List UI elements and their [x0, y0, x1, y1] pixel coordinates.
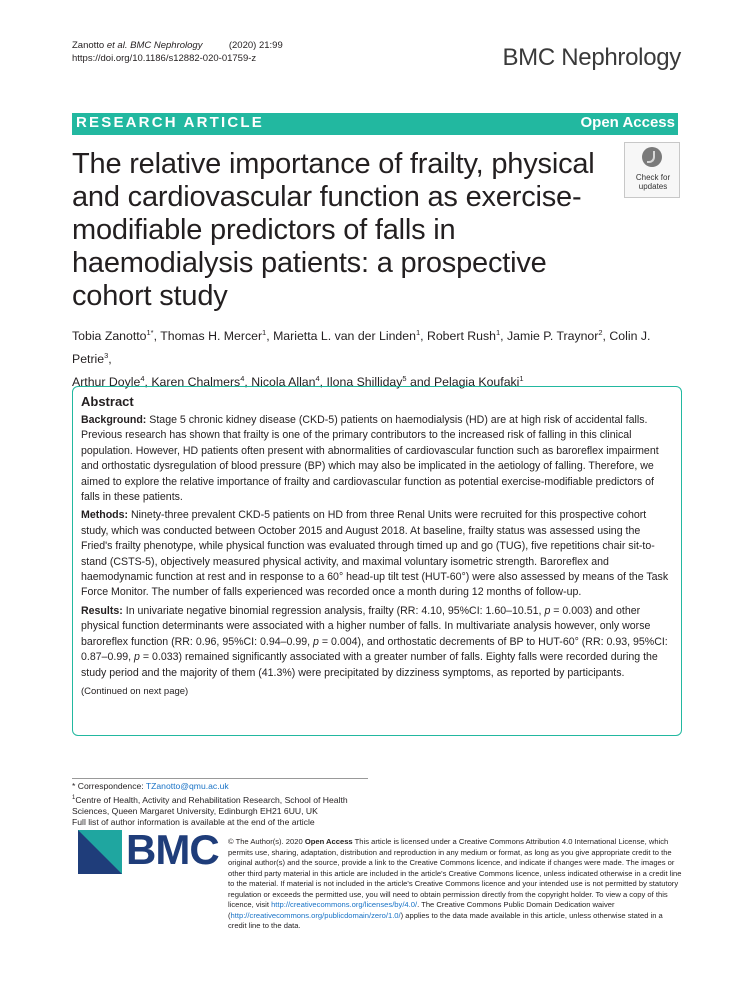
- author[interactable]: Karen Chalmers$^4$: [151, 374, 245, 390]
- author[interactable]: Ilona Shilliday$^5$: [326, 374, 407, 390]
- citation-line: [72, 40, 283, 53]
- bmc-logo-text: BMC: [126, 826, 219, 873]
- citation-doi[interactable]: https://doi.org/10.1186/s12882-020-01759-z: [72, 52, 257, 64]
- continued-note: (Continued on next page): [81, 685, 189, 697]
- author[interactable]: Arthur Doyle$^4$: [72, 374, 145, 390]
- check-updates-line2: updates: [638, 182, 668, 191]
- author[interactable]: Tobia Zanotto$^{1*}$: [72, 328, 154, 344]
- author[interactable]: Thomas H. Mercer$^1$: [160, 328, 267, 344]
- citation-header: [72, 40, 283, 65]
- check-updates-icon: [642, 147, 662, 167]
- abstract-box: [72, 386, 682, 736]
- check-for-updates-badge[interactable]: [624, 142, 680, 198]
- author[interactable]: Jamie P. Traynor$^2$: [507, 328, 603, 344]
- full-author-info-note: Full list of author information is available at the end of the article: [72, 817, 315, 828]
- abstract-heading: Abstract: [81, 394, 134, 409]
- abstract-background: Background: Stage 5 chronic kidney disease (CKD-5) patients on haemodialysis (HD) are at high risk of accidental falls. Previous research has shown that frailty is one of the primary contributors to the increased risk of falling in this clinical population. However, HD patients often present with abnormalities of cardiovascular function such as baroreflex impairment and orthostatic dysregulation of blood pressure (BP) which may also be implicated in the aetiology of falling. Therefore, we aimed to explore the relative importance of frailty and cardiovascular function as potential exercise-modifiable predictors of falls in these patients.: [81, 414, 659, 504]
- author[interactable]: Robert Rush$^1$: [426, 328, 501, 344]
- affiliation-1: $^1$Centre of Health, Activity and Rehabilitation Research, School of Health Sciences, Queen Margaret University, Edinburgh EH21 6UU, UK: [72, 794, 348, 816]
- footnote-divider: [72, 778, 368, 779]
- cc-zero-link[interactable]: http://creativecommons.org/publicdomain/zero/1.0/: [230, 910, 401, 920]
- abstract-results: Results: In univariate negative binomial regression analysis, frailty (RR: 4.10, 95%CI: 1.60–10.51, p = 0.003) and other physical function determinants were associated with a higher number of falls. In multivariate analysis however, only worse baroreflex function (RR: 0.96, 95%CI: 0.94–0.99, p = 0.004), and orthostatic decrements of BP to HUT-60° (RR: 0.93, 95%CI: 0.87–0.99, p = 0.033) remained significantly associated with a greater number of falls. Eighty falls were recorded during the study period and the majority of them (41.3%) were precipitated by dizziness symptoms, as reported by participants.: [81, 604, 668, 679]
- article-type: RESEARCH ARTICLE: [76, 114, 264, 131]
- open-access-label: Open Access: [580, 114, 675, 131]
- abstract-methods: Methods: Ninety-three prevalent CKD-5 patients on HD from three Renal Units were recruited for this prospective cohort study, which was conducted between October 2015 and August 2018. At baseline, frailty status was assessed using the Fried's frailty phenotype, while physical function was evaluated through timed up and go (TUG), five repetitions chair sit-to-stand (CSTS-5), objectively measured physical activity, and maximal voluntary isometric strength. Baroreflex and haemodynamic function at rest and in response to a 60° head-up tilt test (HUT-60°) were also assessed by means of the Task Force Monitor. The number of falls experienced was recorded once a month during 12 months of follow-up.: [81, 509, 669, 599]
- check-updates-line1: Check for: [635, 173, 671, 182]
- author[interactable]: Marietta L. van der Linden$^1$: [273, 328, 421, 344]
- author[interactable]: Pelagia Koufaki$^1$: [433, 374, 524, 390]
- cc-by-license-link[interactable]: http://creativecommons.org/licenses/by/4.0/: [271, 900, 418, 909]
- license-statement: © The Author(s). 2020 Open Access This article is licensed under a Creative Commons Attribution 4.0 International License, which permits use, sharing, adaptation, distribution and reproduction in any medium or format, as long as you give appropriate credit to the original author(s) and the source, provide a link to the Creative Commons licence, and indicate if changes were made. The images or other third party material in this article are included in the article's Creative Commons licence, unless indicated otherwise in a credit line to the material. If material is not included in the article's Creative Commons licence and your intended use is not permitted by statutory regulation or exceeds the permitted use, you will need to obtain permission directly from the copyright holder. To view a copy of this licence, visit http://creativecommons.org/licenses/by/4.0/. The Creative Commons Public Domain Dedication waiver (http://creativecommons.org/publicdomain/zero/1.0/) applies to the data made available in this article, unless otherwise stated in a credit line to the data.: [228, 837, 682, 930]
- article-type-banner: [72, 113, 678, 135]
- author[interactable]: Colin J. Petrie$^3$: [72, 329, 651, 367]
- citation-year-volume: (2020) 21:99: [228, 40, 283, 51]
- correspondence-email[interactable]: TZanotto@qmu.ac.uk: [145, 781, 229, 791]
- journal-name: BMC Nephrology: [502, 44, 681, 71]
- citation-etal-journal: et al. BMC Nephrology: [106, 40, 203, 51]
- correspondence: * Correspondence: TZanotto@qmu.ac.uk: [72, 781, 229, 791]
- bmc-logo: [78, 826, 218, 876]
- author[interactable]: Nicola Allan$^4$: [251, 374, 320, 390]
- citation-authors: Zanotto: [72, 40, 105, 51]
- article-title: The relative importance of frailty, physical and cardiovascular function as exercise-modifiable predictors of falls in haemodialysis patients: a prospective cohort study: [72, 148, 595, 312]
- footnotes: [72, 781, 372, 829]
- bmc-logo-mark-icon: [78, 830, 122, 874]
- author-list: Tobia Zanotto$^{1*}$, Thomas H. Mercer$^1$, Marietta L. van der Linden$^1$, Robert Rush$^1$, Jamie P. Traynor$^2$, Colin J. Petrie$^3$, Arthur Doyle$^4$, Karen Chalmers$^4$, Nicola Allan$^4$, Ilona Shilliday$^5$ and Pelagia Koufaki$^1$: [72, 328, 651, 390]
